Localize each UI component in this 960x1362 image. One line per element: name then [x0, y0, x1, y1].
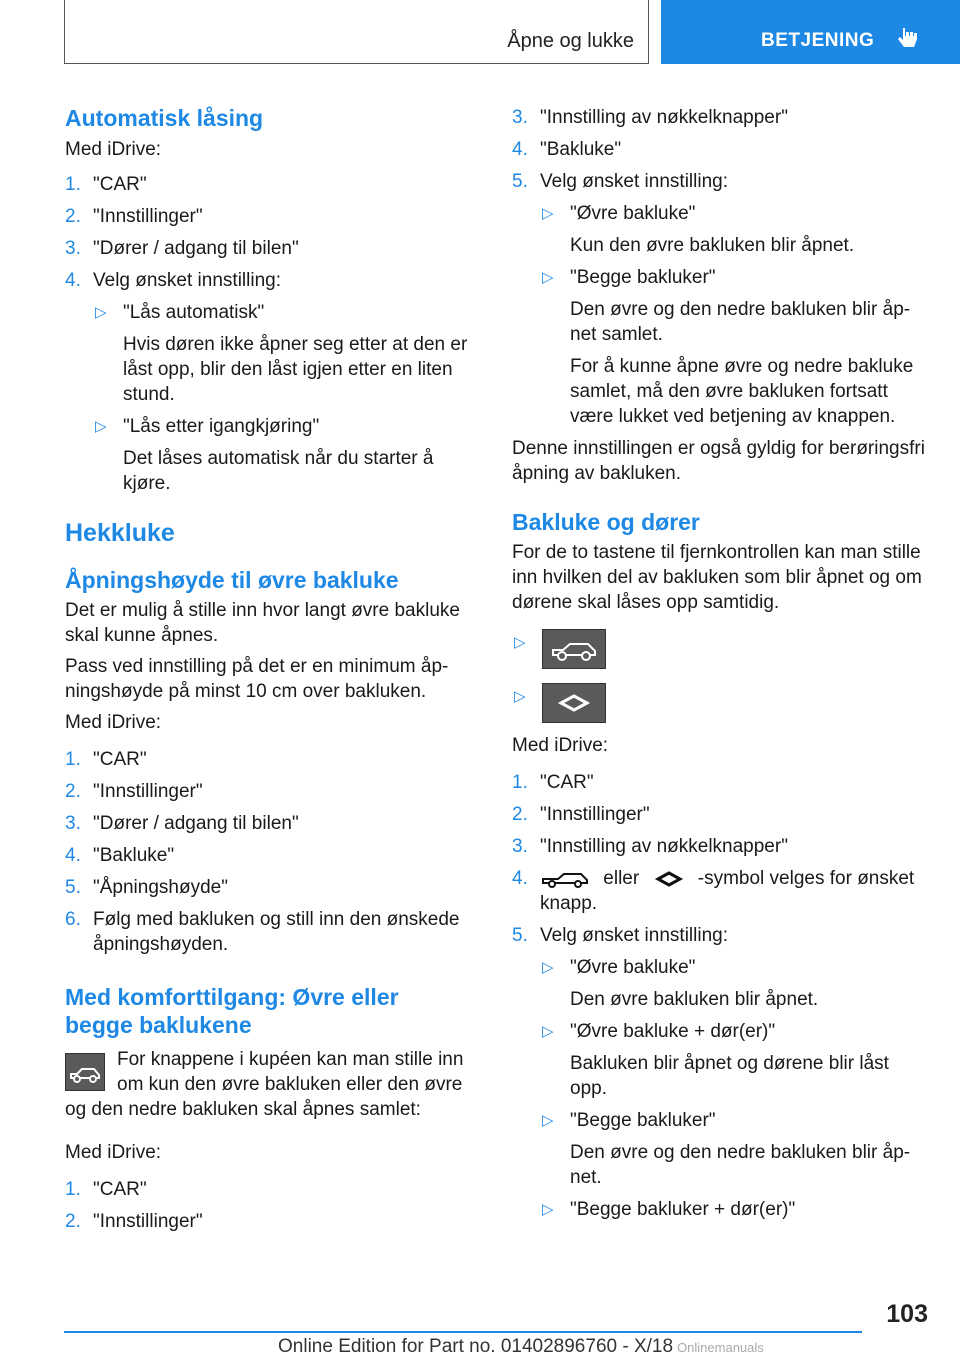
option-description: Bakluken blir åpnet og dørene blir låst opp. [570, 1053, 889, 1099]
option-description: Den øvre bakluken blir åpnet. [570, 989, 819, 1010]
list-item: 3. "Innstilling av nøkkelknapper" [512, 836, 788, 857]
list-item: 3. "Innstilling av nøkkelknapper" [512, 107, 788, 128]
header-section-title: Åpne og lukke [507, 30, 634, 52]
paragraph: Pass ved innstilling på det er en minimum åp- ningshøyde på minst 10 cm over bakluken. [65, 656, 449, 702]
list-item: 2. "Innstillinger" [512, 804, 650, 825]
list-item: 5. Velg ønsket innstilling: [512, 171, 728, 192]
triangle-bullet-icon: ▷ [95, 304, 107, 321]
list-item: 2. "Innstillinger" [65, 206, 203, 227]
list-item: 5. "Åpningshøyde" [65, 877, 228, 898]
paragraph-note: Denne innstillingen er også gyldig for berøringsfri åpning av bakluken. [512, 438, 925, 484]
triangle-bullet-icon: ▷ [514, 634, 526, 651]
triangle-bullet-icon: ▷ [542, 1201, 554, 1218]
list-item: 3. "Dører / adgang til bilen" [65, 813, 299, 834]
option-description: Det låses automatisk når du starter å kjøre. [123, 448, 434, 494]
left-column [65, 100, 470, 1234]
list-item: 3. "Dører / adgang til bilen" [65, 238, 299, 259]
option-description: Den øvre og den nedre bakluken blir åp- net. [570, 1142, 911, 1188]
list-item: 4. Velg ønsket innstilling: [65, 270, 281, 291]
car-outline-icon [540, 869, 590, 889]
option-item: ▷ "Lås automatisk" [95, 302, 265, 323]
triangle-bullet-icon: ▷ [514, 688, 526, 705]
car-tailgate-button-icon [65, 1053, 105, 1091]
header-chapter-box [661, 0, 960, 64]
list-item: 1. "CAR" [65, 1179, 147, 1200]
list-item: 1. "CAR" [65, 749, 147, 770]
heading-auto-lock: Automatisk låsing [65, 105, 264, 131]
option-item: ▷ "Begge bakluker" [542, 1110, 716, 1131]
heading-tailgate-doors: Bakluke og dører [512, 509, 700, 535]
idrive-intro: Med iDrive: [65, 1142, 162, 1163]
option-item: ▷ "Lås etter igangkjøring" [95, 416, 320, 437]
diamond-icon [652, 869, 686, 889]
heading-opening-height: Åpningshøyde til øvre bakluke [65, 567, 399, 593]
list-item: 6. Følg med bakluken og still inn den ønskede åpningshøyden. [65, 909, 460, 955]
diamond-button-icon [542, 683, 606, 723]
list-item: 4. "Bakluke" [65, 845, 175, 866]
option-item: ▷ "Øvre bakluke + dør(er)" [542, 1021, 776, 1042]
triangle-bullet-icon: ▷ [542, 1023, 554, 1040]
footer-divider [64, 1331, 862, 1333]
triangle-bullet-icon: ▷ [542, 205, 554, 222]
heading-hekkluke: Hekkluke [65, 519, 175, 547]
option-description: For å kunne åpne øvre og nedre bakluke samlet, må den øvre bakluken fortsatt være lukket ved betjening av knappen. [570, 356, 914, 427]
idrive-intro: Med iDrive: [65, 712, 162, 733]
pointing-hand-icon [897, 26, 919, 52]
option-item: ▷ "Øvre bakluke" [542, 203, 696, 224]
list-item: 1. "CAR" [512, 772, 594, 793]
idrive-intro: Med iDrive: [512, 735, 609, 756]
paragraph: For de to tastene til fjernkontrollen kan man stille inn hvilken del av bakluken som blir åpnet og om dørene skal låses opp samtidig. [512, 542, 922, 613]
option-description: Den øvre og den nedre bakluken blir åp- net samlet. [570, 299, 911, 345]
option-item: ▷ "Begge bakluker" [542, 267, 716, 288]
list-item: 1. "CAR" [65, 174, 147, 195]
list-item: 4. "Bakluke" [512, 139, 622, 160]
page-number: 103 [886, 1300, 928, 1328]
footer-edition: Online Edition for Part no. 01402896760 - X/18 Onlinemanuals [278, 1336, 764, 1357]
watermark: Onlinemanuals [677, 1340, 764, 1355]
heading-comfort-access: Med komforttilgang: Øvre eller begge baklukene [65, 984, 399, 1038]
list-item: 2. "Innstillinger" [65, 1211, 203, 1232]
paragraph: Det er mulig å stille inn hvor langt øvre bakluke skal kunne åpnes. [65, 600, 460, 646]
icon-option [512, 683, 932, 723]
car-tailgate-button-icon [542, 629, 606, 669]
option-description: Kun den øvre bakluken blir åpnet. [570, 235, 855, 256]
option-description: Hvis døren ikke åpner seg etter at den er låst opp, blir den låst igjen etter en liten stund. [123, 334, 468, 405]
list-item: 4. eller -symbol velges for ønsket knapp. [512, 868, 915, 914]
icon-option [512, 629, 932, 669]
option-item: ▷ "Øvre bakluke" [542, 957, 696, 978]
right-column [512, 100, 932, 1222]
triangle-bullet-icon: ▷ [542, 1112, 554, 1129]
triangle-bullet-icon: ▷ [542, 269, 554, 286]
idrive-intro: Med iDrive: [65, 139, 162, 160]
triangle-bullet-icon: ▷ [542, 959, 554, 976]
list-item: 2. "Innstillinger" [65, 781, 203, 802]
header-chapter-title: BETJENING [761, 30, 875, 51]
option-item: ▷ "Begge bakluker + dør(er)" [542, 1199, 796, 1220]
triangle-bullet-icon: ▷ [95, 418, 107, 435]
comfort-paragraph: For knappene i kupéen kan man stille inn om kun den øvre bakluken eller den øvre og den nedre bakluken skal åpnes samlet: [65, 1049, 464, 1120]
list-item: 5. Velg ønsket innstilling: [512, 925, 728, 946]
header-section-box [64, 0, 649, 64]
